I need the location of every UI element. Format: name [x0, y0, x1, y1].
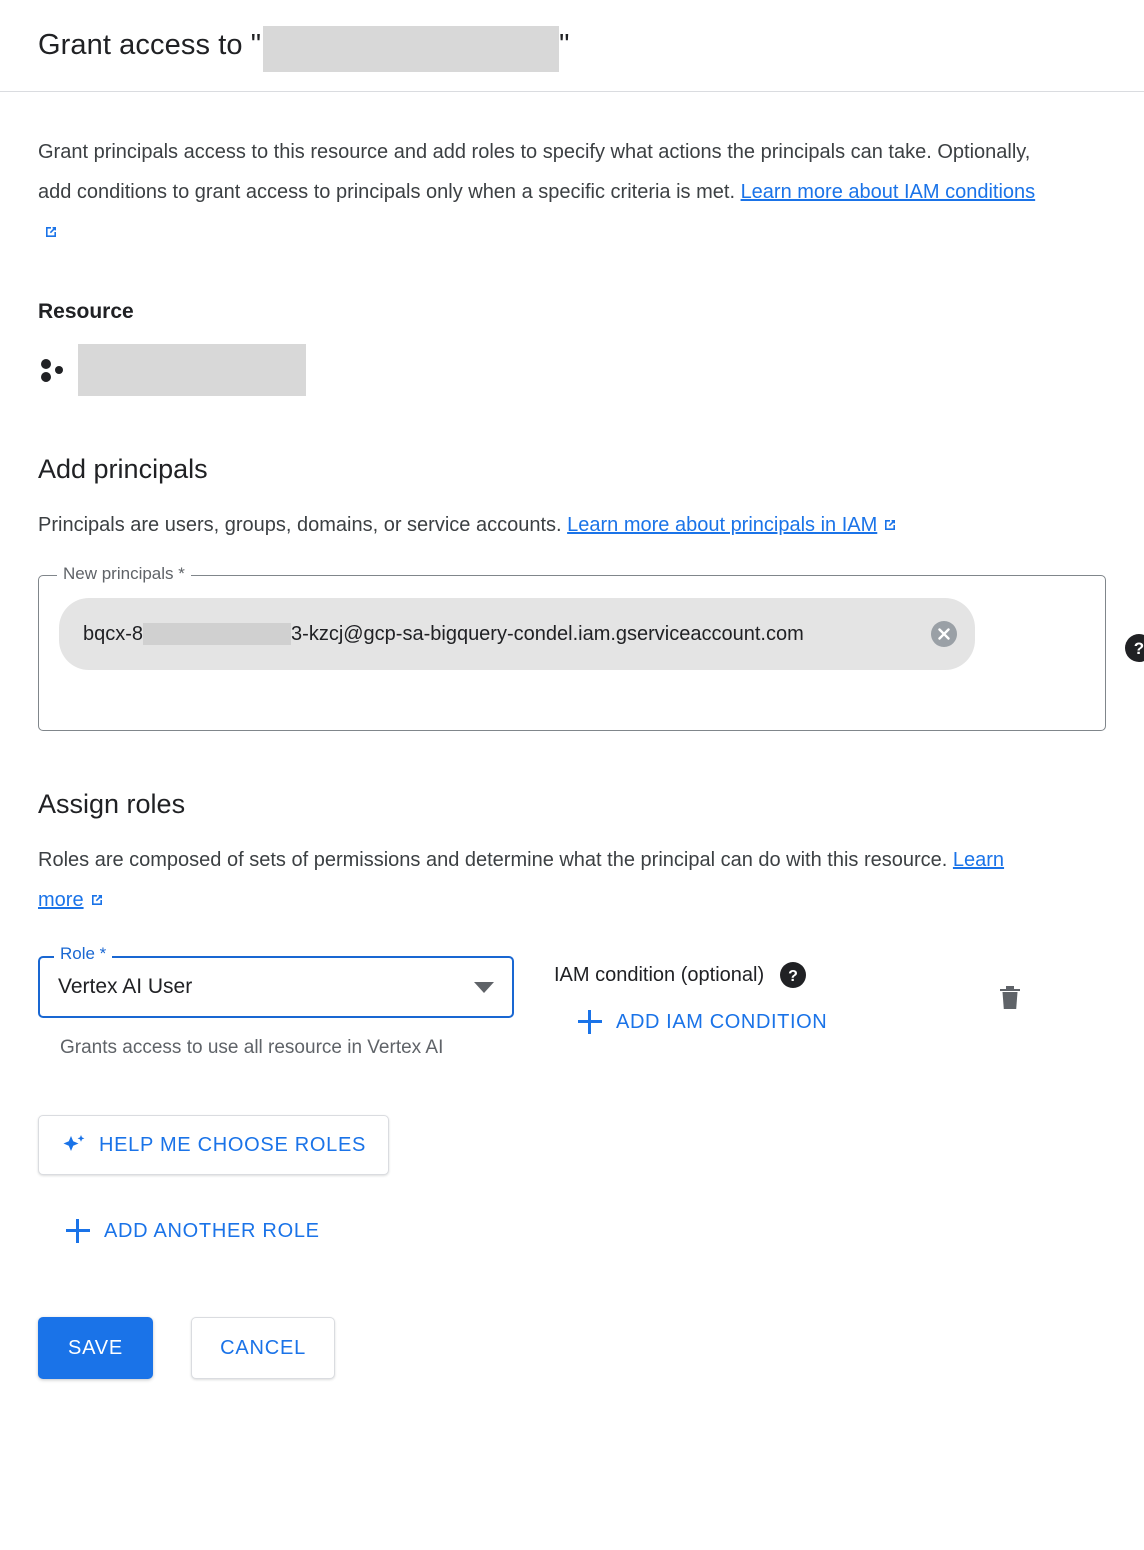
page-title [38, 23, 570, 69]
help-icon[interactable] [1125, 634, 1144, 662]
intro-copy: Grant principals access to this resource and add roles to specify what actions the principals can take. Optionally, add conditions to grant access to principals only when a specific criteria is met. [38, 141, 1031, 203]
resource-nodes-icon [38, 355, 68, 385]
dialog-body [0, 132, 1144, 1419]
intro-text [38, 132, 1048, 252]
chevron-down-icon[interactable] [474, 982, 494, 993]
principal-chip[interactable] [59, 598, 975, 670]
redacted-resource-value [78, 344, 306, 396]
dialog-header [0, 0, 1144, 92]
external-link-icon [89, 892, 105, 908]
external-link-icon [43, 224, 59, 240]
redacted-principal-segment [143, 623, 291, 645]
principal-text-after: 3-kzcj@gcp-sa-bigquery-condel.iam.gserviceaccount.com [291, 623, 804, 645]
add-principals-heading: Add principals [38, 454, 208, 484]
add-another-role-label: ADD ANOTHER ROLE [104, 1219, 320, 1242]
cancel-button[interactable]: CANCEL [191, 1317, 335, 1379]
principals-copy: Principals are users, groups, domains, or service accounts. [38, 514, 568, 536]
help-me-choose-roles-label: HELP ME CHOOSE ROLES [99, 1133, 367, 1156]
svg-text:?: ? [1133, 639, 1144, 658]
plus-icon [66, 1219, 90, 1243]
resource-label: Resource [38, 300, 134, 323]
principals-learn-more-link[interactable]: Learn more about principals in IAM [567, 514, 878, 536]
svg-text:?: ? [788, 968, 798, 985]
trash-icon[interactable] [996, 982, 1024, 1012]
new-principals-field[interactable] [38, 564, 1144, 731]
assign-roles-heading: Assign roles [38, 789, 186, 819]
roles-copy: Roles are composed of sets of permissions and determine what the principal can do with this resource. [38, 849, 953, 871]
iam-conditions-learn-more-link[interactable]: Learn more about IAM conditions [740, 181, 1036, 203]
help-icon[interactable] [780, 962, 806, 988]
help-me-choose-roles-button[interactable] [38, 1115, 389, 1175]
role-select-wrapper [38, 944, 514, 1063]
principal-chip-text [83, 614, 903, 654]
add-principals-description [38, 505, 1048, 545]
role-select[interactable] [38, 956, 514, 1018]
page-title-prefix: Grant access to " [38, 29, 262, 61]
resource-row [38, 344, 1106, 396]
role-selected-value: Vertex AI User [58, 975, 193, 998]
plus-icon [578, 1010, 602, 1034]
sparkle-icon [61, 1132, 87, 1158]
role-field-label: Role * [54, 944, 112, 964]
page-title-suffix: " [559, 29, 570, 61]
roles-learn-more-link[interactable]: Learn more [38, 849, 1005, 911]
add-another-role-button[interactable] [66, 1219, 320, 1243]
redacted-resource-name [263, 26, 559, 72]
dialog-footer [38, 1317, 1106, 1419]
new-principals-label: New principals * [57, 564, 191, 584]
iam-condition-label-text: IAM condition (optional) [554, 963, 765, 986]
save-button[interactable]: SAVE [38, 1317, 153, 1379]
role-assignment-row [38, 944, 1106, 1063]
add-iam-condition-button[interactable] [578, 1010, 827, 1034]
help-me-choose-roles-wrapper [38, 1115, 1106, 1175]
principal-text-before: bqcx-8 [83, 623, 144, 645]
assign-roles-description [38, 840, 1048, 920]
iam-condition-label [554, 962, 827, 988]
add-iam-condition-label: ADD IAM CONDITION [616, 1010, 828, 1033]
iam-condition-column [554, 956, 827, 1034]
close-circle-icon[interactable] [931, 621, 957, 647]
role-description-hint: Grants access to use all resource in Vertex AI [60, 1037, 444, 1058]
external-link-icon [882, 517, 898, 533]
